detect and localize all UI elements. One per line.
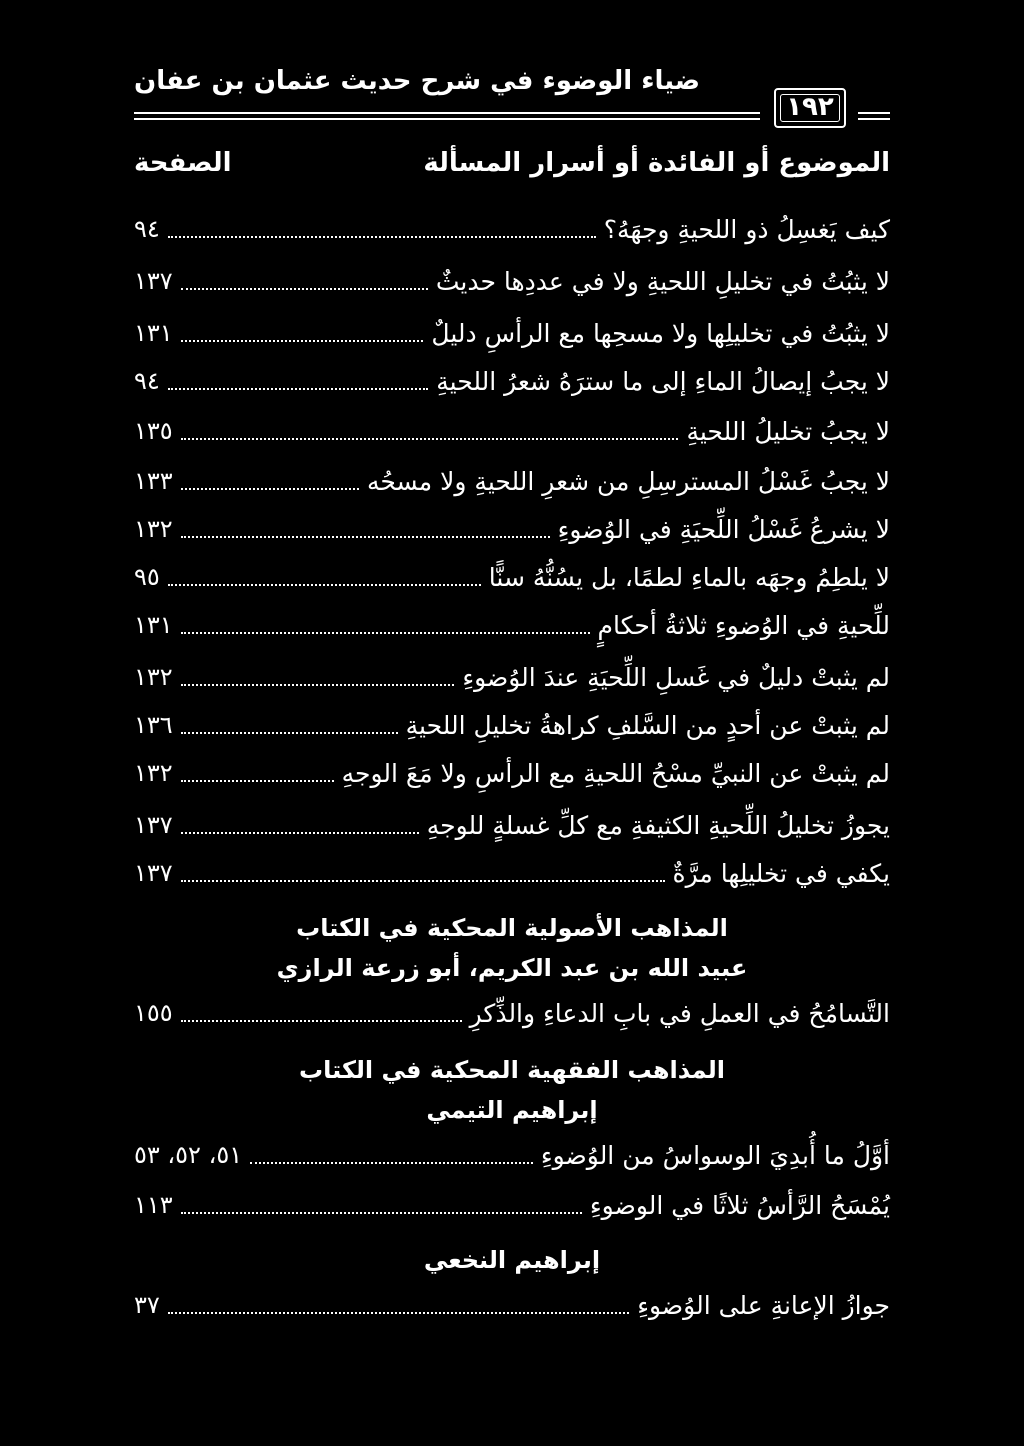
header-rule <box>858 112 890 114</box>
section-title: المذاهب الفقهية المحكية في الكتاب <box>299 1056 725 1084</box>
entry-page: ٥١، ٥٢، ٥٣ <box>134 1141 243 1169</box>
dot-leader <box>168 584 481 586</box>
index-entry <box>134 988 890 1038</box>
dot-leader <box>181 684 455 686</box>
index-entry <box>134 1280 890 1330</box>
entry-text: لا يثبُتُ في تخليلِها ولا مسحِها مع الرأسِ دليلٌ <box>431 318 890 348</box>
dot-leader <box>181 832 419 834</box>
index-entry <box>134 1130 890 1180</box>
dot-leader <box>168 388 428 390</box>
entry-page: ١٣٣ <box>134 467 173 495</box>
page-column-heading: الصفحة <box>134 148 232 178</box>
entry-text: التَّسامُحُ في العملِ في بابِ الدعاءِ والذِّكرِ <box>469 998 890 1028</box>
entry-page: ١٣٦ <box>134 711 173 739</box>
index-entry <box>134 406 890 456</box>
entry-page: ١٣٢ <box>134 759 173 787</box>
entry-text: لا يجبُ إيصالُ الماءِ إلى ما سترَهُ شعرُ اللحيةِ <box>436 366 890 396</box>
entry-page: ١٣١ <box>134 611 173 639</box>
entry-page: ١٣٢ <box>134 515 173 543</box>
dot-leader <box>181 632 590 634</box>
header-rule <box>134 118 760 120</box>
entry-text: أوَّلُ ما أُبدِيَ الوسواسُ من الوُضوءِ <box>540 1140 890 1170</box>
dot-leader <box>250 1162 533 1164</box>
dot-leader <box>181 780 334 782</box>
dot-leader <box>181 536 550 538</box>
page-header <box>0 0 1024 200</box>
entry-page: ١٣٧ <box>134 859 173 887</box>
entry-text: للِّحيةِ في الوُضوءِ ثلاثةُ أحكامٍ <box>597 610 890 640</box>
entry-page: ١٥٥ <box>134 999 173 1027</box>
index-entry <box>134 308 890 358</box>
index-entry <box>134 652 890 702</box>
entry-page: ٩٤ <box>134 215 160 243</box>
entry-text: يجوزُ تخليلُ اللِّحيةِ الكثيفةِ مع كلِّ غسلةٍ للوجهِ <box>426 810 890 840</box>
header-rule <box>858 118 890 120</box>
index-entry <box>134 204 890 254</box>
index-entry <box>134 504 890 554</box>
entry-page: ٣٧ <box>134 1291 160 1319</box>
entry-page: ١٣٢ <box>134 663 173 691</box>
entry-text: يكفي في تخليلِها مرَّةٌ <box>672 858 890 888</box>
entry-page: ١٣٥ <box>134 417 173 445</box>
section-title: المذاهب الأصولية المحكية في الكتاب <box>296 914 728 942</box>
dot-leader <box>181 438 679 440</box>
index-entry <box>134 600 890 650</box>
running-book-title: ضياء الوضوء في شرح حديث عثمان بن عفان <box>134 66 701 96</box>
entry-text: لم يثبتْ عن أحدٍ من السَّلفِ كراهةُ تخليلِ اللحيةِ <box>405 710 890 740</box>
author-heading: عبيد الله بن عبد الكريم، أبو زرعة الرازي <box>276 954 748 982</box>
dot-leader <box>168 236 596 238</box>
index-entry <box>134 456 890 506</box>
entry-text: يُمْسَحُ الرَّأسُ ثلاثًا في الوضوءِ <box>589 1190 890 1220</box>
dot-leader <box>181 732 398 734</box>
index-entry <box>134 256 890 306</box>
entry-text: لا يثبُتُ في تخليلِ اللحيةِ ولا في عددِها حديثٌ <box>435 266 890 296</box>
entry-text: لا يجبُ غَسْلُ المسترسِلِ من شعرِ اللحيةِ ولا مسحُه <box>366 466 890 496</box>
author-heading: إبراهيم التيمي <box>426 1096 598 1124</box>
entry-page: ١٣٧ <box>134 267 173 295</box>
entry-text: لا يلطِمُ وجهَه بالماءِ لطمًا، بل يسُنُّهُ سنًّا <box>488 562 890 592</box>
entry-text: لم يثبتْ عن النبيِّ مسْحُ اللحيةِ مع الرأسِ ولا مَعَ الوجهِ <box>341 758 890 788</box>
entry-page: ٩٥ <box>134 563 160 591</box>
entry-page: ٩٤ <box>134 367 160 395</box>
subject-column-heading: الموضوع أو الفائدة أو أسرار المسألة <box>423 148 890 178</box>
entry-page: ١٣٧ <box>134 811 173 839</box>
entry-text: لم يثبتْ دليلٌ في غَسلِ اللِّحيَةِ عندَ الوُضوءِ <box>462 662 890 692</box>
dot-leader <box>181 880 665 882</box>
entry-text: لا يشرعُ غَسْلُ اللِّحيَةِ في الوُضوءِ <box>557 514 890 544</box>
index-entry <box>134 552 890 602</box>
index-entry <box>134 700 890 750</box>
index-entry <box>134 800 890 850</box>
dot-leader <box>181 340 424 342</box>
dot-leader <box>181 288 428 290</box>
entry-page: ١١٣ <box>134 1191 173 1219</box>
dot-leader <box>181 1020 462 1022</box>
index-entry <box>134 1180 890 1230</box>
dot-leader <box>181 488 359 490</box>
dot-leader <box>168 1312 629 1314</box>
header-rule <box>134 112 760 114</box>
page-number-badge <box>774 88 846 128</box>
index-entry <box>134 848 890 898</box>
entry-text: كيف يَغسِلُ ذو اللحيةِ وجهَهُ؟ <box>603 214 890 244</box>
entry-text: لا يجبُ تخليلُ اللحيةِ <box>686 416 890 446</box>
index-entry <box>134 356 890 406</box>
dot-leader <box>181 1212 582 1214</box>
index-entry <box>134 748 890 798</box>
entry-page: ١٣١ <box>134 319 173 347</box>
author-heading: إبراهيم النخعي <box>423 1246 601 1274</box>
page-number: ١٩٢ <box>786 92 834 122</box>
entry-text: جوازُ الإعانةِ على الوُضوءِ <box>637 1290 890 1320</box>
